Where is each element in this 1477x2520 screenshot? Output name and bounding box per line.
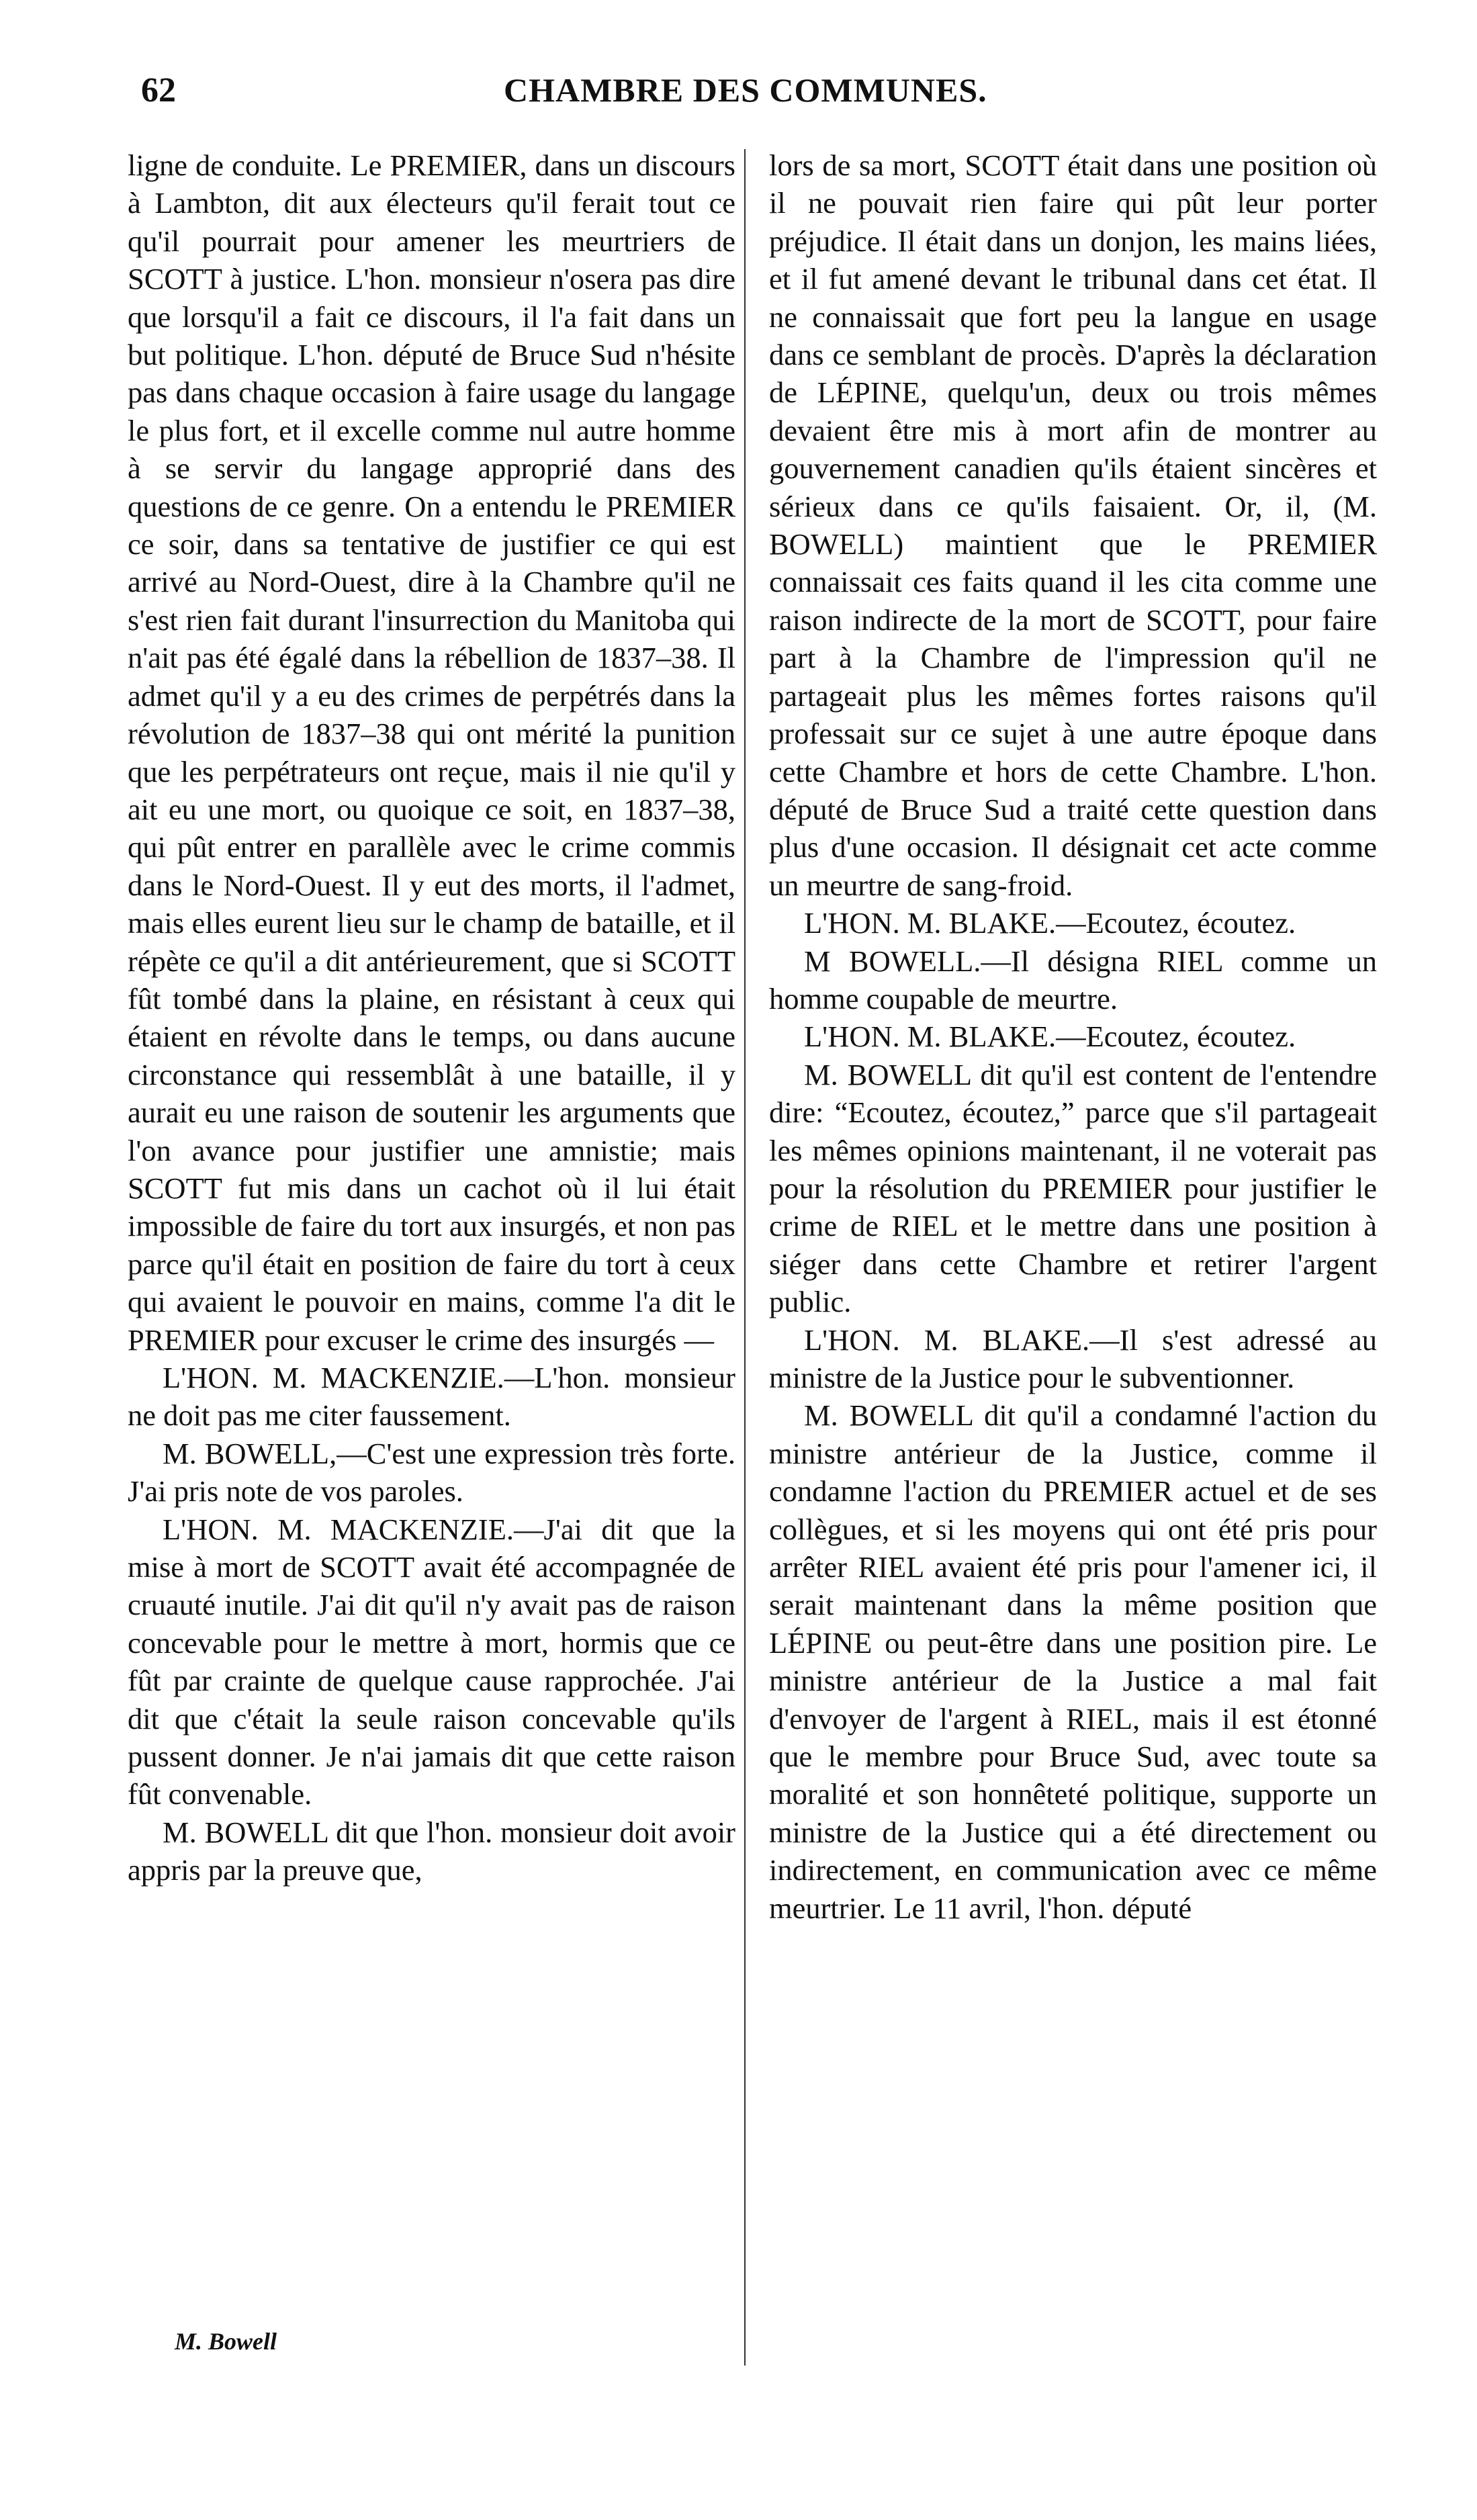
column-divider	[744, 149, 746, 2366]
paragraph: M. BOWELL dit que l'hon. monsieur doit avoir appris par la preuve que,	[128, 1815, 735, 1887]
paragraph: ligne de conduite. Le PREMIER, dans un discours à Lambton, dit aux électeurs qu'il ferait tout ce qu'il pourrait pour amener les meurtriers de SCOTT à justice. L'hon. monsieur n'osera pas dire que lorsqu'il a fait ce discours, il l'a fait dans un but politique. L'hon. député de Bruce Sud n'hésite pas dans chaque occasion à faire usage du langage le plus fort, et il excelle comme nul autre homme à se servir du langage approprié dans des questions de ce genre. On a entendu le PREMIER ce soir, dans sa tentative de justifier ce qui est arrivé au Nord-Ouest, dire à la Chambre qu'il ne s'est rien fait durant l'insurrection du Manitoba qui n'ait pas été égalé dans la rébellion de 1837–38. Il admet qu'il y a eu des crimes de perpétrés dans la révolution de 1837–38 qui ont mérité la punition que les perpétrateurs ont reçue, mais il nie qu'il y ait eu une mort, ou quoique ce soit, en 1837–38, qui pût entrer en parallèle avec le crime commis dans le Nord-Ouest. Il y eut des morts, il l'admet, mais elles eurent lieu sur le champ de bataille, et il répète ce qu'il a dit antérieurement, que si SCOTT fût tombé dans la plaine, en résistant à ceux qui étaient en révolte dans le temps, ou dans aucune circonstance qui ressemblât à une bataille, il y aurait eu une raison de soutenir les arguments que l'on avance pour justifier une amnistie; mais SCOTT fut mis dans un cachot où il lui était impossible de faire du tort aux insurgés, et non pas parce qu'il était en position de faire du tort à ceux qui avaient le pouvoir en mains, comme l'a dit le PREMIER pour excuser le crime des insurgés —	[128, 148, 735, 1357]
paragraph: L'HON. M. BLAKE.—Ecoutez, écoutez.	[804, 1020, 1296, 1054]
paragraph: M. BOWELL dit qu'il est content de l'entendre dire: “Ecoutez, écoutez,” parce que s'il partageait les mêmes opinions maintenant, il ne voterait pas pour la résolution du PREMIER pour justifier le crime de RIEL et le mettre dans une position à siéger dans cette Chambre et retirer l'argent public.	[769, 1057, 1377, 1319]
left-column	[128, 146, 735, 1889]
paragraph: M BOWELL.—Il désigna RIEL comme un homme coupable de meurtre.	[769, 944, 1377, 1016]
paragraph: M. BOWELL dit qu'il a condamné l'action du ministre antérieur de la Justice, comme il condamne l'action du PREMIER actuel et de ses collègues, et si les moyens qui ont été pris pour arrêter RIEL avaient été pris pour l'amener ici, il serait maintenant dans la même position que LÉPINE ou peut-être dans une position pire. Le ministre antérieur de la Justice a mal fait d'envoyer de l'argent à RIEL, mais il est étonné que le membre pour Bruce Sud, avec toute sa moralité et son honnêteté politique, supporte un ministre de la Justice qui a été directement ou indirectement, en communication avec ce même meurtrier. Le 11 avril, l'hon. député	[769, 1398, 1377, 1925]
running-title: CHAMBRE DES COMMUNES.	[504, 71, 987, 109]
paragraph: L'HON. M. BLAKE.—Ecoutez, écoutez.	[804, 906, 1296, 940]
paragraph: L'HON. M. BLAKE.—Il s'est adressé au ministre de la Justice pour le subventionner.	[769, 1322, 1377, 1394]
paragraph: lors de sa mort, SCOTT était dans une position où il ne pouvait rien faire qui pût leur porter préjudice. Il était dans un donjon, les mains liées, et il fut amené devant le tribunal dans cet état. Il ne connaissait que fort peu la langue en usage dans ce semblant de procès. D'après la déclaration de LÉPINE, quelqu'un, deux ou trois mêmes devaient être mis à mort afin de montrer au gouvernement canadien qu'ils étaient sincères et sérieux dans ce qu'ils faisaient. Or, il, (M. BOWELL) maintient que le PREMIER connaissait ces faits quand il les cita comme une raison indirecte de la mort de SCOTT, pour faire part à la Chambre de l'impression qu'il ne partageait plus les mêmes fortes raisons qu'il professait sur ce sujet à une autre époque dans cette Chambre et hors de cette Chambre. L'hon. député de Bruce Sud a traité cette question dans plus d'une occasion. Il désignait cet acte comme un meurtre de sang-froid.	[769, 148, 1377, 902]
paragraph: L'HON. M. MACKENZIE.—L'hon. monsieur ne doit pas me citer faussement.	[128, 1361, 735, 1433]
paragraph: M. BOWELL,—C'est une expression très forte. J'ai pris note de vos paroles.	[128, 1436, 735, 1509]
paragraph: L'HON. M. MACKENZIE.—J'ai dit que la mise à mort de SCOTT avait été accompagnée de cruauté inutile. J'ai dit qu'il n'y avait pas de raison concevable pour le mettre à mort, hormis que ce fût par crainte de quelque cause rapprochée. J'ai dit que c'était la seule raison concevable qu'ils pussent donner. Je n'ai jamais dit que cette raison fût convenable.	[128, 1512, 735, 1811]
right-column	[769, 146, 1377, 1927]
page-number: 62	[141, 71, 176, 109]
footer-signature: M. Bowell	[175, 2328, 277, 2355]
page-header	[128, 71, 1363, 131]
